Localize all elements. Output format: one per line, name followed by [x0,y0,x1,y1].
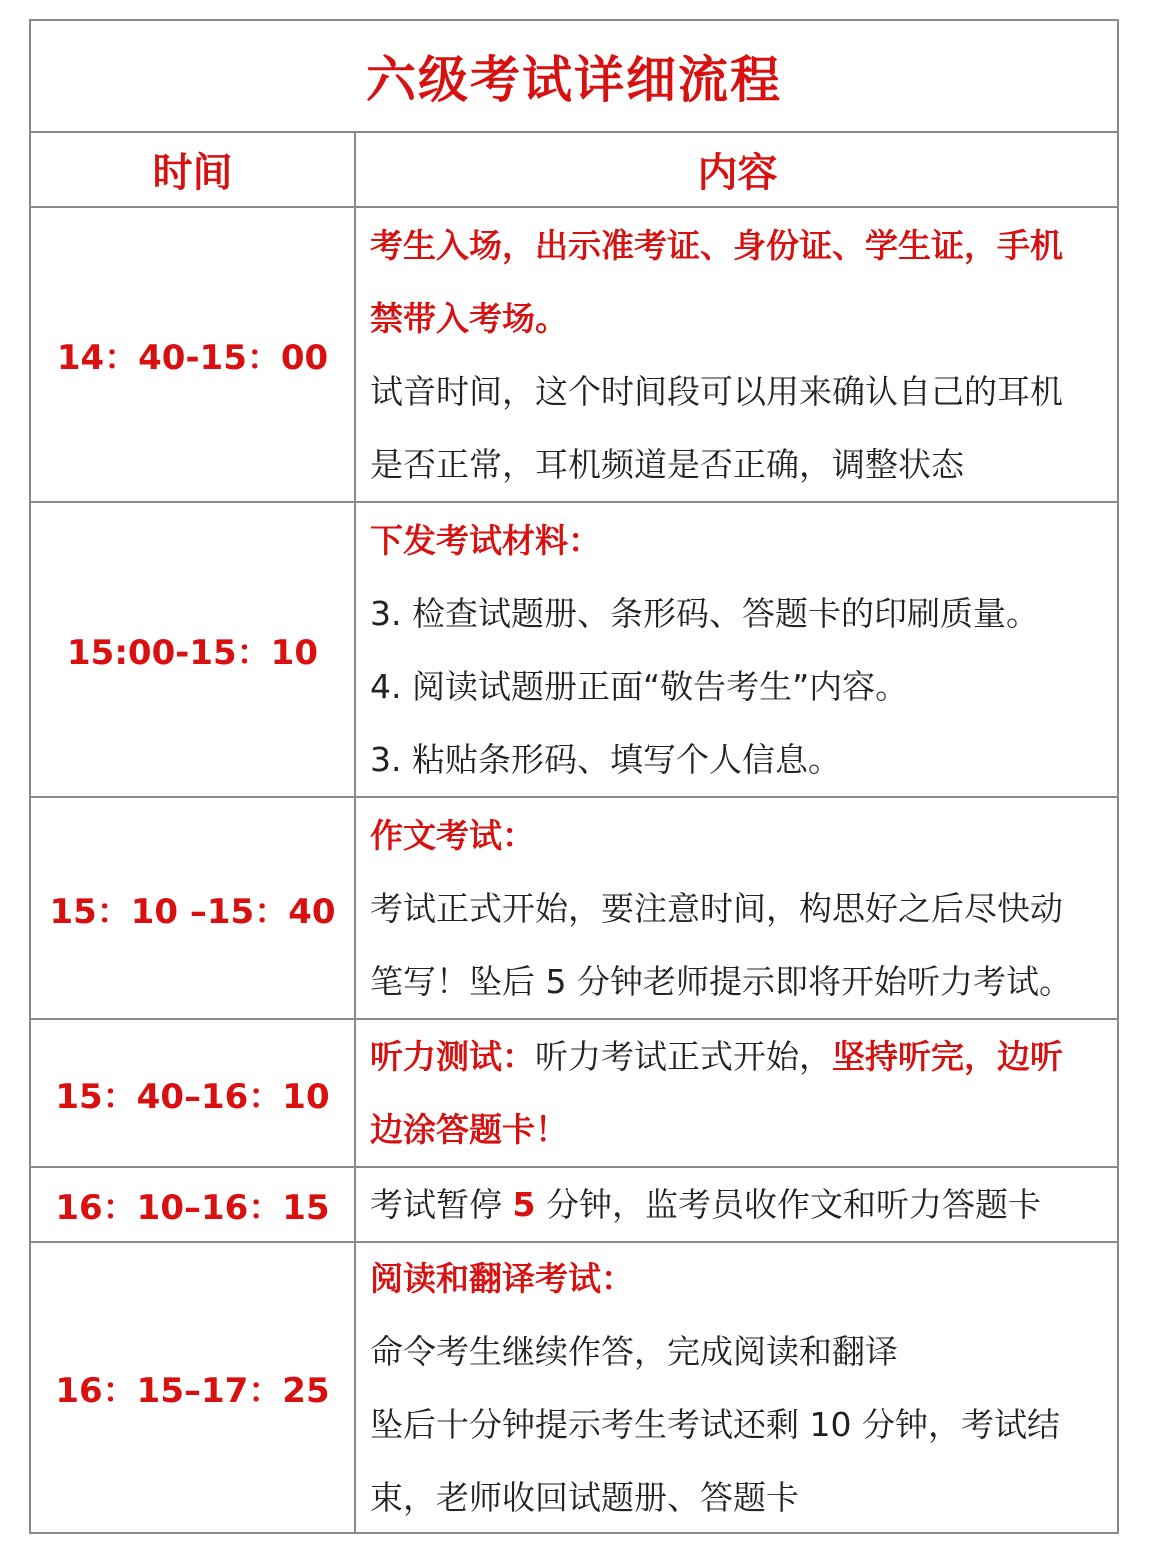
content-line: 阅读和翻译考试： [370,1258,634,1298]
section-label: 听力测试： [370,1037,535,1076]
content-text: 分钟，监考员收作文和听力答题卡 [535,1185,1041,1224]
content-line: 禁带入考场。 [370,298,568,338]
content-line: 是否正常，耳机频道是否正确，调整状态 [370,444,964,484]
content-line: 4. 阅读试题册正面“敬告考生”内容。 [370,666,909,706]
content-line: 3. 检查试题册、条形码、答题卡的印刷质量。 [370,593,1039,633]
time-cell: 14：40-15：00 [31,208,356,501]
content-line: 考生入场，出示准考证、身份证、学生证，手机 [370,225,1063,265]
content-line: 命令考生继续作答，完成阅读和翻译 [370,1331,898,1371]
content-cell [356,503,1117,796]
content-line: 作文考试： [370,815,535,855]
content-line: 束，老师收回试题册、答题卡 [370,1477,799,1517]
time-cell: 15：10 –15：40 [31,798,356,1018]
content-line: 笔写！坠后 5 分钟老师提示即将开始听力考试。 [370,961,1072,1001]
content-cell [356,798,1117,1018]
content-line [370,1020,1105,1093]
content-line: 边涂答题卡！ [370,1110,568,1149]
header-time: 时间 [31,133,356,206]
time-cell: 16：10–16：15 [31,1168,356,1241]
content-text: 考试暂停 [370,1185,513,1224]
time-cell: 15:00-15：10 [31,503,356,796]
content-line: 3. 粘贴条形码、填写个人信息。 [370,739,841,779]
page-title: 六级考试详细流程 [366,51,782,109]
content-line [370,1168,1105,1241]
emphasis-text: 坚持听完，边听 [832,1037,1063,1076]
table-row [31,208,1117,503]
table-row [31,1243,1117,1532]
content-line: 下发考试材料： [370,520,601,560]
table-row [31,1168,1117,1243]
content-cell [356,208,1117,501]
content-cell [356,1020,1117,1166]
emphasis-number: 5 [512,1185,536,1224]
content-text: 听力考试正式开始， [535,1037,832,1076]
table-row [31,503,1117,798]
header-row [31,133,1117,208]
table-row [31,1020,1117,1168]
schedule-table [29,19,1119,1534]
content-line: 考试正式开始，要注意时间，构思好之后尽快动 [370,888,1063,928]
content-cell [356,1243,1117,1532]
time-cell: 16：15–17：25 [31,1243,356,1532]
title-row [31,21,1117,133]
content-line: 坠后十分钟提示考生考试还剩 10 分钟，考试结 [370,1404,1060,1444]
header-content: 内容 [697,150,778,196]
table-row [31,798,1117,1020]
content-cell [356,1168,1117,1241]
content-line: 试音时间，这个时间段可以用来确认自己的耳机 [370,371,1063,411]
time-cell: 15：40–16：10 [31,1020,356,1166]
